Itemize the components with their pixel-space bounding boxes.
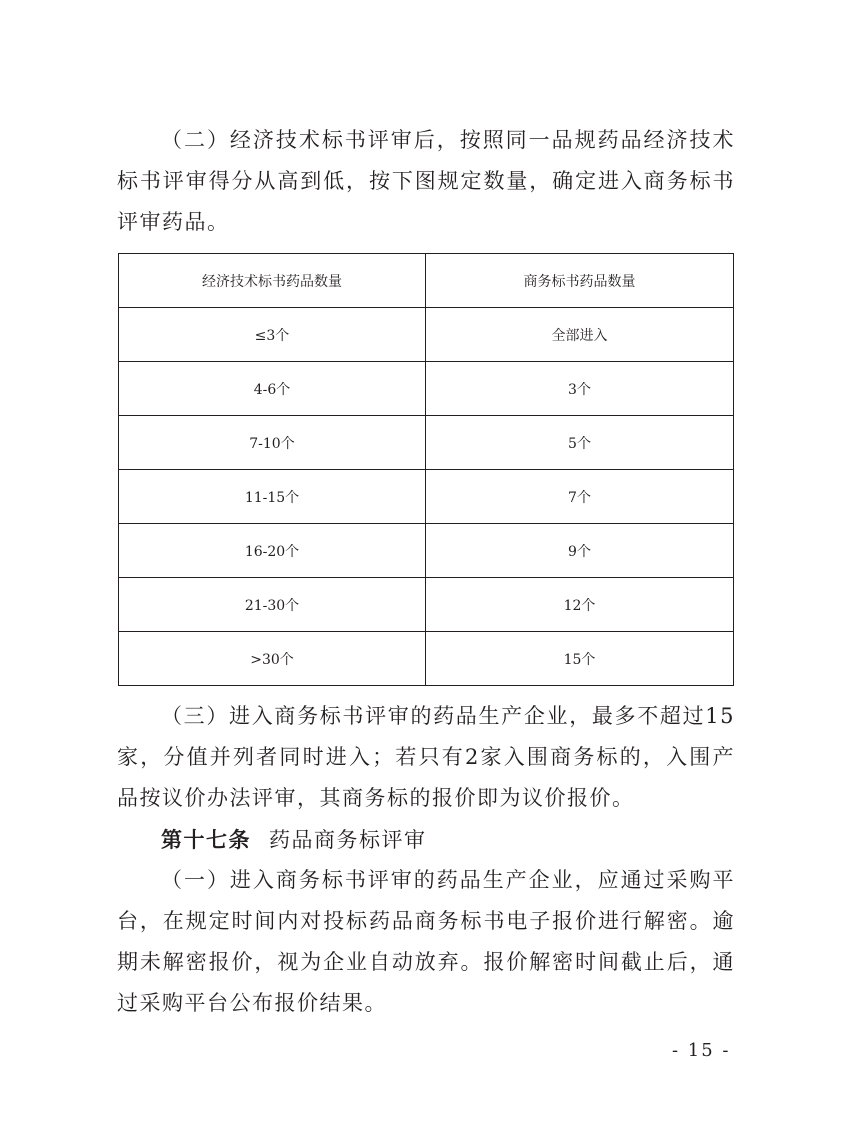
table-row xyxy=(119,416,734,470)
table-cell: 9个 xyxy=(426,524,734,578)
page-number: - 15 - xyxy=(672,1040,731,1061)
table-cell: >30个 xyxy=(119,632,426,686)
table-cell: 11-15个 xyxy=(119,470,426,524)
article-number: 第十七条 xyxy=(161,827,251,852)
paragraph-economic-review: （二）经济技术标书评审后，按照同一品规药品经济技术标书评审得分从高到低，按下图规定数量，确定进入商务标书评审药品。 xyxy=(117,128,735,234)
table-cell: 15个 xyxy=(426,632,734,686)
table-row xyxy=(119,524,734,578)
table-header-row xyxy=(119,254,734,308)
table-row xyxy=(119,308,734,362)
table-cell: 7个 xyxy=(426,470,734,524)
quantity-table xyxy=(118,253,734,686)
table-cell: 全部进入 xyxy=(426,308,734,362)
table-cell: 4-6个 xyxy=(119,362,426,416)
table-cell: 16-20个 xyxy=(119,524,426,578)
table-header-cell: 商务标书药品数量 xyxy=(426,254,734,308)
article-heading xyxy=(161,819,427,861)
article-title: 药品商务标评审 xyxy=(269,828,427,852)
table-cell: 7-10个 xyxy=(119,416,426,470)
table-header-cell: 经济技术标书药品数量 xyxy=(119,254,426,308)
table-row xyxy=(119,470,734,524)
table-cell: 3个 xyxy=(426,362,734,416)
table-row xyxy=(119,632,734,686)
table-cell: 21-30个 xyxy=(119,578,426,632)
paragraph-business-entry: （三）进入商务标书评审的药品生产企业，最多不超过15家，分值并列者同时进入；若只有2家入围商务标的，入围产品按议价办法评审，其商务标的报价即为议价报价。 xyxy=(117,704,735,810)
table-cell: ≤3个 xyxy=(119,308,426,362)
table-cell: 12个 xyxy=(426,578,734,632)
table-row xyxy=(119,362,734,416)
paragraph-decryption: （一）进入商务标书评审的药品生产企业，应通过采购平台，在规定时间内对投标药品商务标书电子报价进行解密。逾期未解密报价，视为企业自动放弃。报价解密时间截止后，通过采购平台公布报价结果。 xyxy=(117,868,735,1015)
table-row xyxy=(119,578,734,632)
table-cell: 5个 xyxy=(426,416,734,470)
